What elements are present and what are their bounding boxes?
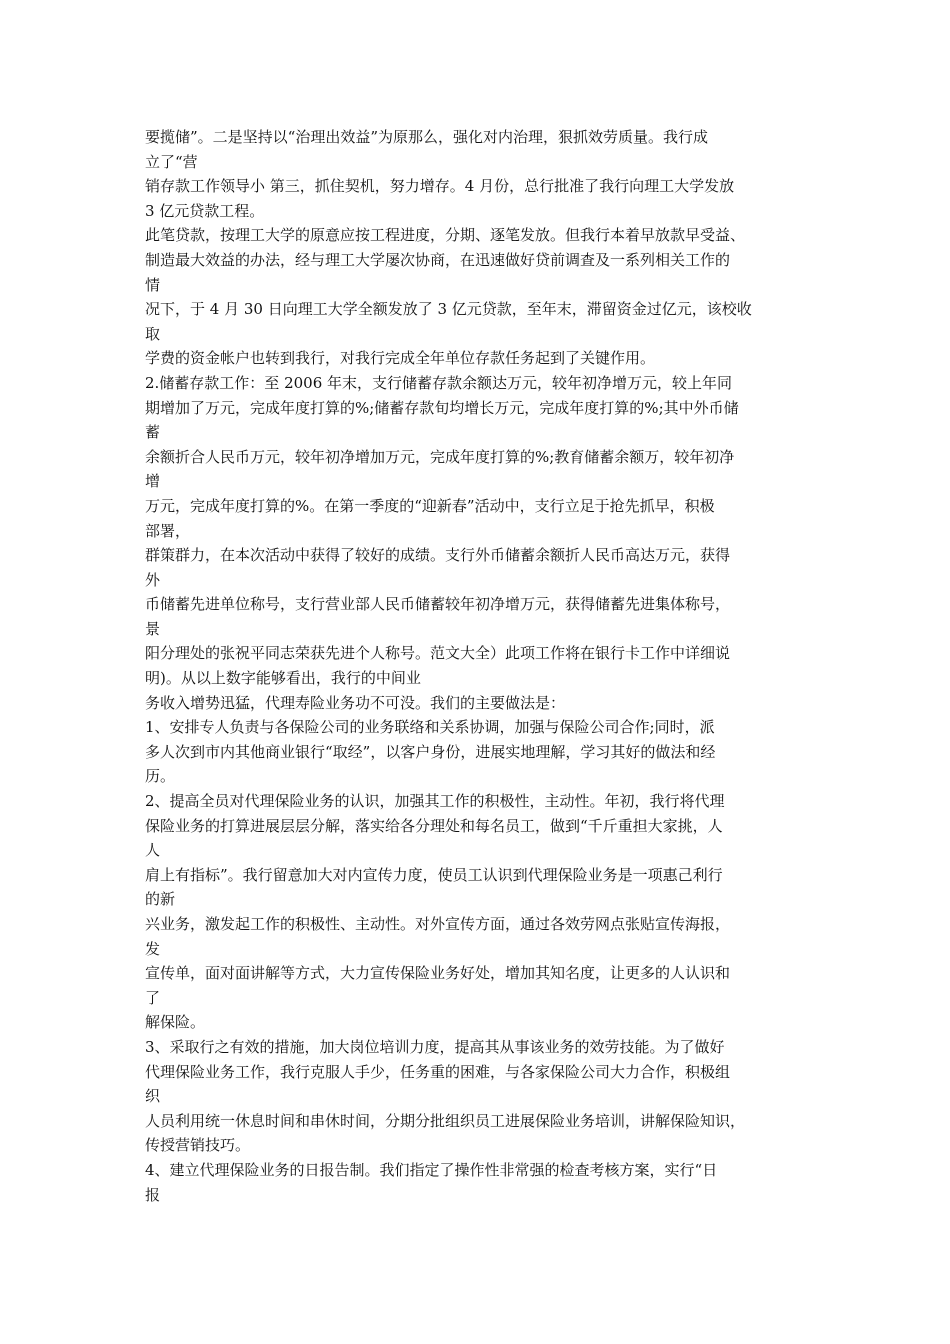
text-line: 多人次到市内其他商业银行“取经”，以客户身份，进展实地理解，学习其好的做法和经 [145, 742, 716, 761]
text-line: 增 [145, 472, 161, 491]
text-line: 兴业务，激发起工作的积极性、主动性。对外宣传方面，通过各效劳网点张贴宣传海报， [145, 915, 731, 933]
text-line: 取 [145, 324, 161, 343]
text-line: 此笔贷款，按理工大学的原意应按工程进度，分期、逐笔发放。但我行本着早放款早受益、 [145, 226, 746, 245]
text-line: 1、安排专人负责与各保险公司的业务联络和关系协调，加强与保险公司合作;同时，派 [145, 718, 715, 737]
text-line: 销存款工作领导小 第三，抓住契机，努力增存。4 月份，总行批准了我行向理工大学发放 [145, 177, 735, 196]
text-line: 历。 [145, 767, 176, 786]
text-line: 了 [145, 988, 161, 1007]
text-line: 人员利用统一休息时间和串休时间，分期分批组织员工进展保险业务培训，讲解保险知识， [145, 1111, 746, 1130]
document-body [145, 125, 815, 1207]
text-line: 解保险。 [145, 1013, 206, 1032]
text-line: 外 [145, 570, 161, 589]
text-line: 代理保险业务工作，我行克服人手少，任务重的困难，与各家保险公司大力合作，积极组 [145, 1062, 731, 1081]
text-line: 发 [145, 939, 161, 958]
text-line: 宣传单，面对面讲解等方式，大力宣传保险业务好处，增加其知名度，让更多的人认识和 [145, 964, 731, 983]
text-line: 万元，完成年度打算的%。在第一季度的“迎新春”活动中，支行立足于抢先抓早，积极 [145, 496, 715, 515]
text-line: 阳分理处的张祝平同志荣获先进个人称号。范文大全）此项工作将在银行卡工作中详细说 [145, 644, 731, 663]
text-line: 的新 [145, 890, 176, 909]
text-line: 务收入增势迅猛，代理寿险业务功不可没。我们的主要做法是： [145, 693, 566, 712]
text-line: 制造最大效益的办法，经与理工大学屡次协商，在迅速做好贷前调查及一系列相关工作的 [145, 250, 731, 269]
text-line: 期增加了万元，完成年度打算的%;储蓄存款旬均增长万元，完成年度打算的%;其中外币储 [145, 398, 739, 417]
text-line: 部署， [145, 521, 191, 540]
text-line: 报 [145, 1185, 161, 1204]
text-line: 保险业务的打算进展层层分解，落实给各分理处和每名员工，做到“千斤重担大家挑，人 [145, 816, 723, 835]
text-line: 明)。从以上数字能够看出，我行的中间业 [145, 669, 421, 688]
text-line: 景 [145, 619, 161, 638]
text-line: 币储蓄先进单位称号，支行营业部人民币储蓄较年初净增万元，获得储蓄先进集体称号， [145, 595, 731, 614]
text-line: 传授营销技巧。 [145, 1136, 251, 1155]
text-line: 人 [145, 841, 161, 860]
text-line: 3 亿元贷款工程。 [145, 201, 265, 220]
text-line: 2、提高全员对代理保险业务的认识，加强其工作的积极性，主动性。年初，我行将代理 [145, 792, 725, 811]
text-line: 3、采取行之有效的措施，加大岗位培训力度，提高其从事该业务的效劳技能。为了做好 [145, 1037, 725, 1056]
text-line: 织 [145, 1087, 161, 1106]
text-line: 余额折合人民币万元，较年初净增加万元，完成年度打算的%;教育储蓄余额万，较年初净 [145, 447, 735, 466]
text-line: 况下，于 4 月 30 日向理工大学全额发放了 3 亿元贷款，至年末，滞留资金过亿元，该校收 [145, 300, 752, 319]
text-line: 群策群力，在本次活动中获得了较好的成绩。支行外币储蓄余额折人民币高达万元，获得 [145, 546, 731, 565]
text-line: 肩上有指标”。我行留意加大对内宣传力度，使员工认识到代理保险业务是一项惠己利行 [145, 865, 723, 884]
text-line: 要揽储”。二是坚持以“治理出效益”为原那么，强化对内治理，狠抓效劳质量。我行成 [145, 128, 709, 146]
text-line: 4、建立代理保险业务的日报告制。我们指定了操作性非常强的检查考核方案，实行“日 [145, 1160, 718, 1179]
text-line: 2.储蓄存款工作：至 2006 年末，支行储蓄存款余额达万元，较年初净增万元，较上年同 [145, 373, 733, 392]
text-line: 立了“营 [145, 152, 198, 171]
text-line: 学费的资金帐户也转到我行，对我行完成全年单位存款任务起到了关键作用。 [145, 349, 656, 368]
text-line: 情 [145, 275, 161, 294]
text-line: 蓄 [145, 423, 161, 442]
